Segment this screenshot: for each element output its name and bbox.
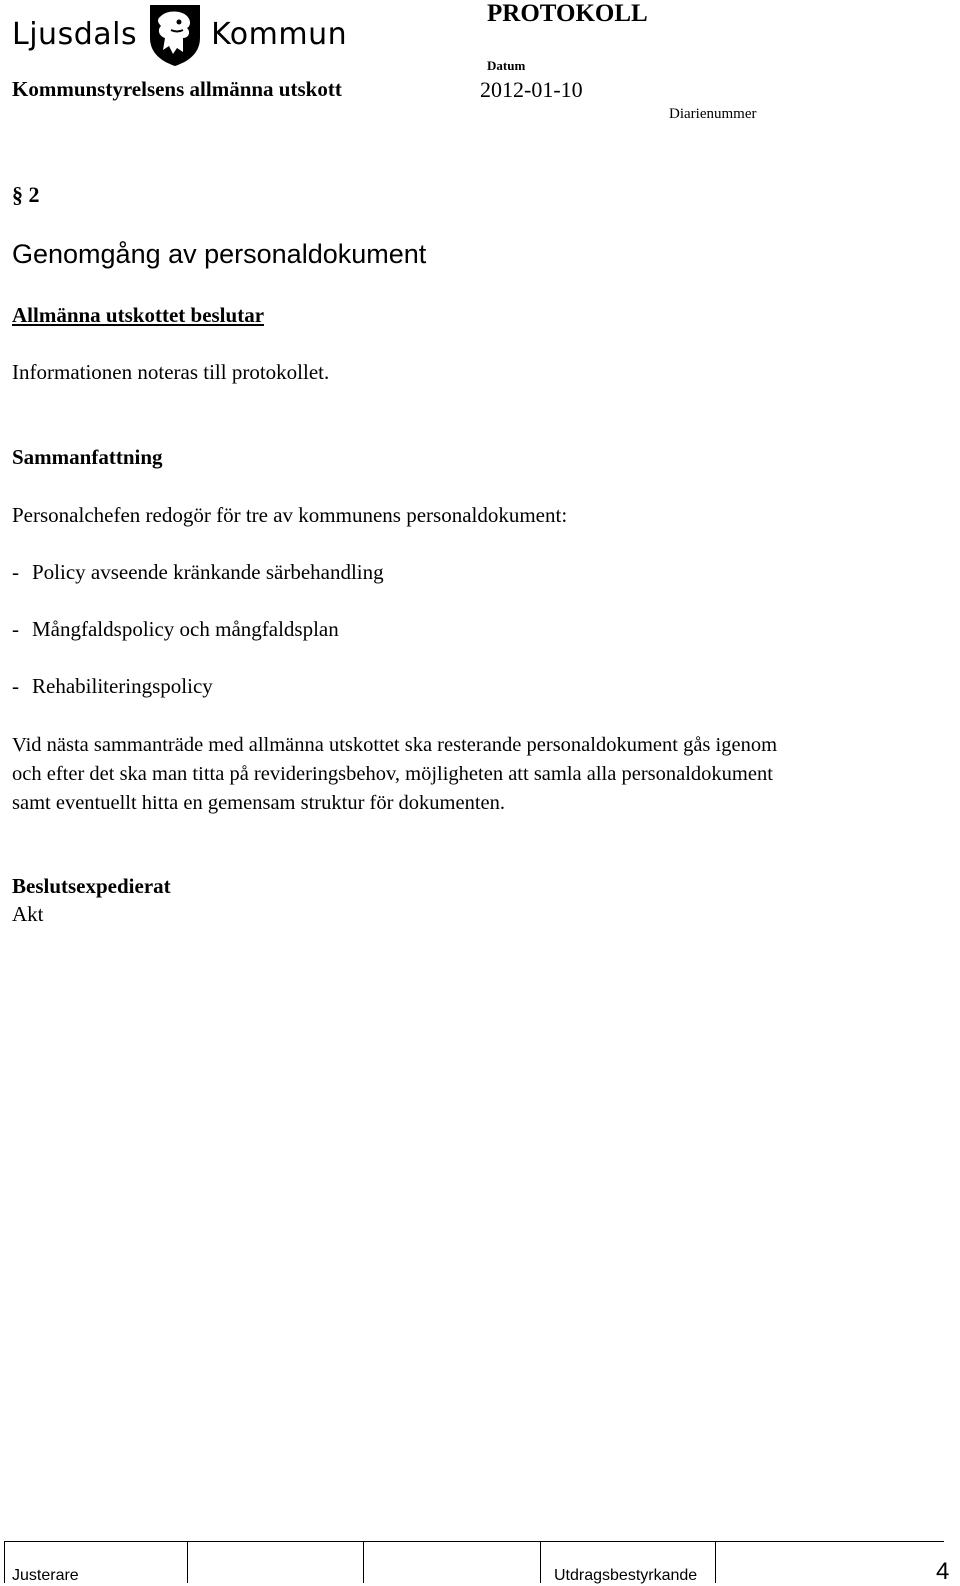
summary-heading: Sammanfattning: [12, 445, 163, 469]
paragraph-line: och efter det ska man titta på revideringsbehov, möjligheten att samla alla personaldokument: [12, 763, 773, 785]
list-item-text: Mångfaldspolicy och mångfaldsplan: [32, 617, 339, 641]
footer-divider: [4, 1541, 5, 1583]
footer-divider: [540, 1541, 541, 1583]
list-item-text: Policy avseende kränkande särbehandling: [32, 560, 384, 584]
footer-divider: [363, 1541, 364, 1583]
decision-heading: Allmänna utskottet beslutar: [12, 303, 265, 327]
bullet-marker: -: [12, 560, 19, 584]
section-title: Genomgång av personaldokument: [12, 239, 427, 269]
summary-intro: Personalchefen redogör för tre av kommunens personaldokument:: [12, 503, 568, 527]
footer-divider: [715, 1541, 716, 1583]
logo-text-left: Ljusdals: [12, 17, 138, 52]
logo-text-right: Kommun: [211, 17, 348, 52]
date-value: 2012-01-10: [480, 77, 583, 102]
summary-paragraph: [12, 731, 947, 818]
footer-divider: [187, 1541, 188, 1583]
diary-number-label: Diarienummer: [669, 106, 757, 122]
expedited-value: Akt: [12, 902, 44, 926]
lion-crest-icon: [147, 2, 203, 68]
document-type: PROTOKOLL: [487, 0, 648, 27]
bullet-marker: -: [12, 674, 19, 698]
signature-footer: [4, 1541, 950, 1585]
committee-name: Kommunstyrelsens allmänna utskott: [12, 77, 342, 101]
paragraph-line: samt eventuellt hitta en gemensam struktur för dokumenten.: [12, 792, 506, 814]
date-label: Datum: [487, 58, 526, 73]
paragraph-line: Vid nästa sammanträde med allmänna utskottet ska resterande personaldokument gås igenom: [12, 734, 778, 756]
municipality-logo: [12, 2, 347, 68]
list-item-text: Rehabiliteringspolicy: [32, 674, 213, 698]
footer-rule: [4, 1541, 944, 1542]
list-item: [12, 674, 213, 699]
bullet-marker: -: [12, 617, 19, 641]
decision-text: Informationen noteras till protokollet.: [12, 360, 330, 384]
utdragsbestyrkande-label: Utdragsbestyrkande: [554, 1567, 698, 1584]
list-item: [12, 560, 384, 585]
expedited-heading: Beslutsexpedierat: [12, 874, 171, 898]
justerare-label: Justerare: [12, 1567, 79, 1584]
page-number: 4: [936, 1558, 950, 1585]
paragraph-number: § 2: [12, 182, 40, 207]
list-item: [12, 617, 339, 642]
